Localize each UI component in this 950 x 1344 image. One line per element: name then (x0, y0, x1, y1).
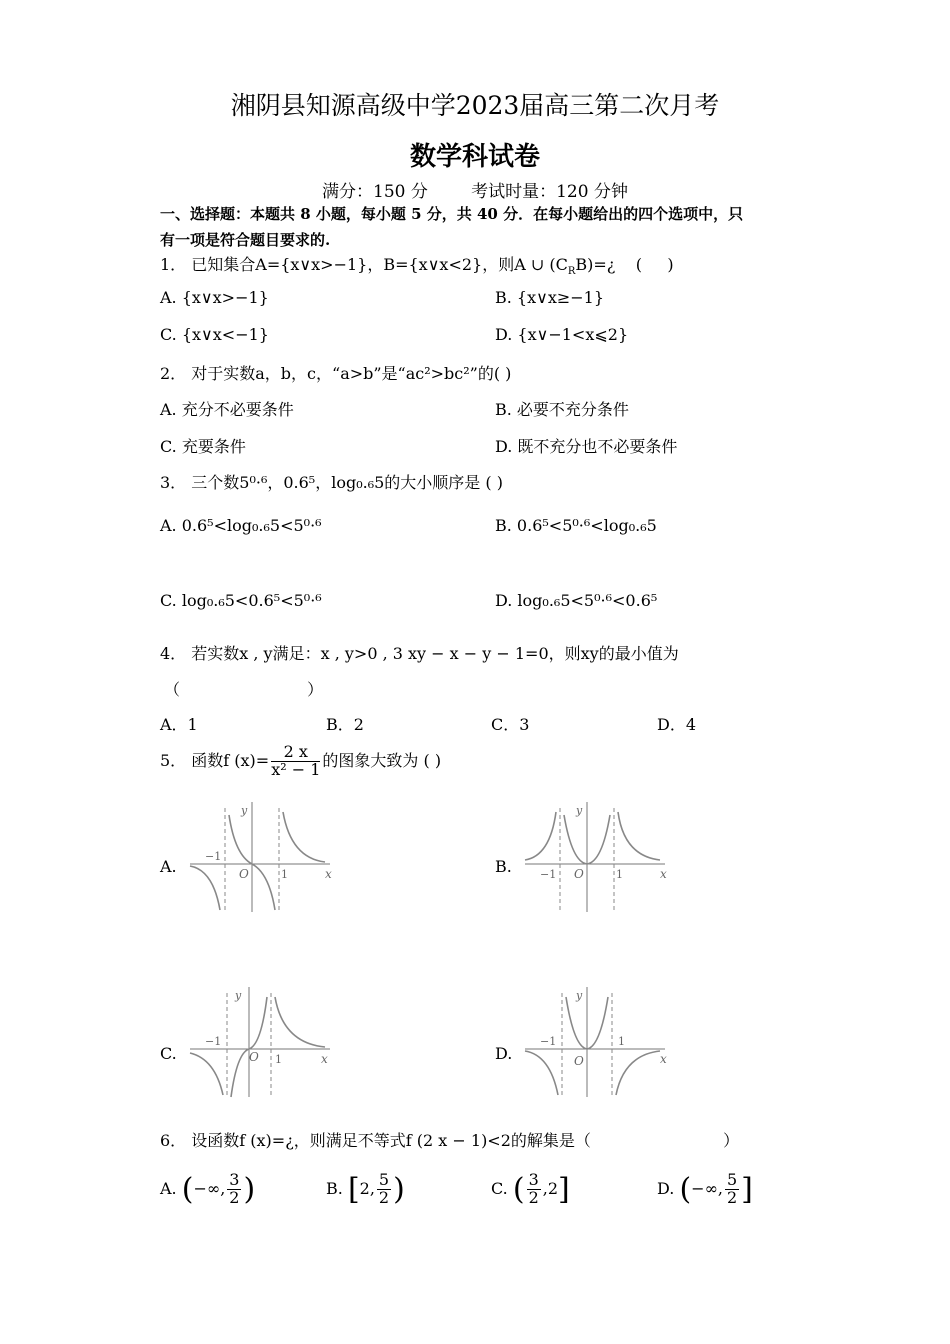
q6-b-label: B. (326, 1179, 343, 1198)
label-neg1: −1 (540, 1035, 557, 1048)
q6-c-lparen: ( (512, 1172, 525, 1207)
q5-stem (160, 744, 441, 779)
section-instruction-line2: 有一项是符合题目要求的. (160, 231, 331, 249)
q6-b-rparen: ) (393, 1172, 405, 1207)
q6-option-a (160, 1172, 255, 1207)
label-x: x (660, 867, 667, 881)
q1-stem (160, 252, 674, 277)
curve-left (525, 1051, 558, 1095)
q3-option-c: C. log₀.₆5<0.6⁵<5⁰·⁶ (160, 591, 322, 610)
curve-right (618, 812, 660, 860)
q6-a-frac (227, 1172, 241, 1207)
q6-d-den: 2 (726, 1188, 738, 1207)
subject-title: 数学科试卷 (409, 142, 540, 172)
q5-fraction (271, 744, 320, 779)
school-title: 湘阴县知源高级中学2023届高三第二次月考 (230, 91, 720, 120)
q4-option-d: D．4 (657, 715, 697, 734)
q2-option-b: B. 必要不充分条件 (495, 400, 629, 419)
label-origin: O (239, 867, 249, 881)
q6-d-rbracket: ] (741, 1172, 753, 1207)
label-pos1: 1 (281, 868, 288, 881)
q1-stem-sub: R (567, 266, 576, 278)
q6-a-rparen: ) (243, 1172, 256, 1207)
q1-option-a: A. {x∨x>−1} (160, 288, 269, 307)
q6-d-lparen: ( (679, 1172, 692, 1207)
q6-a-left: −∞, (193, 1179, 226, 1198)
q6-d-left: −∞, (691, 1179, 723, 1198)
q4-paren: （ ） (164, 680, 324, 699)
q5-frac-num: 2 x (271, 744, 320, 762)
curve-left (525, 812, 556, 860)
q6-c-right: ,2 (542, 1179, 559, 1198)
q6-c-num: 3 (528, 1170, 539, 1190)
q6-option-c (491, 1172, 570, 1207)
q1-option-b: B. {x∨x≥−1} (495, 288, 605, 307)
q6-c-frac (527, 1172, 541, 1207)
q1-stem-text: 1． 已知集合A={x∨x>−1}，B={x∨x<2}，则A ∪ (C (160, 255, 568, 274)
curve-right (275, 997, 325, 1047)
q5-graph-b (520, 800, 675, 915)
q3-stem: 3． 三个数5⁰·⁶，0.6⁵，log₀.₆5的大小顺序是 ( ) (160, 473, 503, 492)
curve-left (190, 866, 220, 910)
label-y: y (576, 804, 583, 817)
q6-b-frac (377, 1172, 391, 1207)
q6-d-label: D. (657, 1179, 675, 1198)
section-instruction-line1: 一、选择题：本题共 8 小题，每小题 5 分，共 40 分．在每小题给出的四个选项中，只 (160, 205, 744, 223)
q6-stem: 6． 设函数f (x)=¿，则满足不等式f (2 x − 1)<2的解集是（ ） (160, 1131, 740, 1150)
q5-option-d: D. (495, 1044, 513, 1063)
q6-a-den: 2 (229, 1188, 240, 1207)
q6-a-num: 3 (229, 1170, 240, 1190)
q3-option-a: A. 0.6⁵<log₀.₆5<5⁰·⁶ (160, 516, 322, 535)
label-pos1: 1 (275, 1053, 282, 1066)
label-y: y (235, 989, 242, 1002)
curve-left (190, 1053, 223, 1095)
q4-stem: 4． 若实数x , y满足：x , y>0 , 3 xy − x − y − 1=0，则xy的最小值为 (160, 644, 679, 663)
q6-a-lparen: ( (181, 1172, 194, 1207)
q4-option-c: C．3 (491, 715, 530, 734)
q2-option-a: A. 充分不必要条件 (160, 400, 294, 419)
label-x: x (321, 1052, 328, 1066)
q4-option-a: A．1 (160, 715, 198, 734)
q5-frac-den: x² − 1 (271, 759, 321, 779)
q6-c-rbracket: ] (558, 1172, 570, 1207)
exam-info: 满分：150 分 考试时量：120 分钟 (322, 182, 628, 202)
q6-b-den: 2 (378, 1188, 390, 1207)
q1-stem-tail: B)=¿ ( ) (575, 255, 674, 274)
q3-option-d: D. log₀.₆5<5⁰·⁶<0.6⁵ (495, 591, 658, 610)
q1-option-c: C. {x∨x<−1} (160, 325, 269, 344)
label-x: x (660, 1052, 667, 1066)
q6-c-den: 2 (528, 1188, 539, 1207)
q6-b-lbracket: [ (347, 1172, 360, 1207)
q5-option-a: A. (160, 857, 177, 876)
label-origin: O (574, 1054, 584, 1068)
q6-c-label: C. (491, 1179, 508, 1198)
label-origin: O (574, 867, 584, 881)
q4-option-b: B．2 (326, 715, 364, 734)
q5-graph-d (520, 985, 675, 1100)
label-neg1: −1 (205, 1035, 222, 1048)
q2-option-c: C. 充要条件 (160, 437, 246, 456)
q6-option-b (326, 1172, 405, 1207)
label-x: x (325, 867, 332, 881)
curve-right (616, 1051, 660, 1095)
q1-option-d: D. {x∨−1<x⩽2} (495, 325, 629, 344)
label-origin: O (249, 1050, 259, 1064)
q2-option-d: D. 既不充分也不必要条件 (495, 437, 678, 456)
q6-d-num: 5 (726, 1170, 738, 1190)
q5-graph-a (185, 800, 340, 915)
q5-stem-post: 的图象大致为 ( ) (322, 750, 442, 770)
q3-option-b: B. 0.6⁵<5⁰·⁶<log₀.₆5 (495, 516, 657, 535)
q6-a-label: A. (160, 1179, 177, 1198)
label-pos1: 1 (618, 1035, 625, 1048)
q6-d-frac (725, 1172, 739, 1207)
q5-option-b: B. (495, 857, 512, 876)
q5-stem-pre: 5． 函数f (x)= (160, 750, 270, 770)
curve-right (283, 812, 325, 862)
q2-stem: 2． 对于实数a，b，c，“a>b”是“ac²>bc²”的( ) (160, 364, 512, 383)
q6-b-num: 5 (378, 1170, 390, 1190)
label-neg1: −1 (540, 868, 557, 881)
label-pos1: 1 (616, 868, 623, 881)
q5-graph-c (185, 985, 340, 1100)
label-y: y (576, 989, 583, 1002)
q5-option-c: C. (160, 1044, 177, 1063)
q6-option-d (657, 1172, 753, 1207)
label-y: y (241, 804, 248, 817)
q6-b-left: 2, (359, 1179, 375, 1198)
label-neg1: −1 (205, 850, 222, 863)
